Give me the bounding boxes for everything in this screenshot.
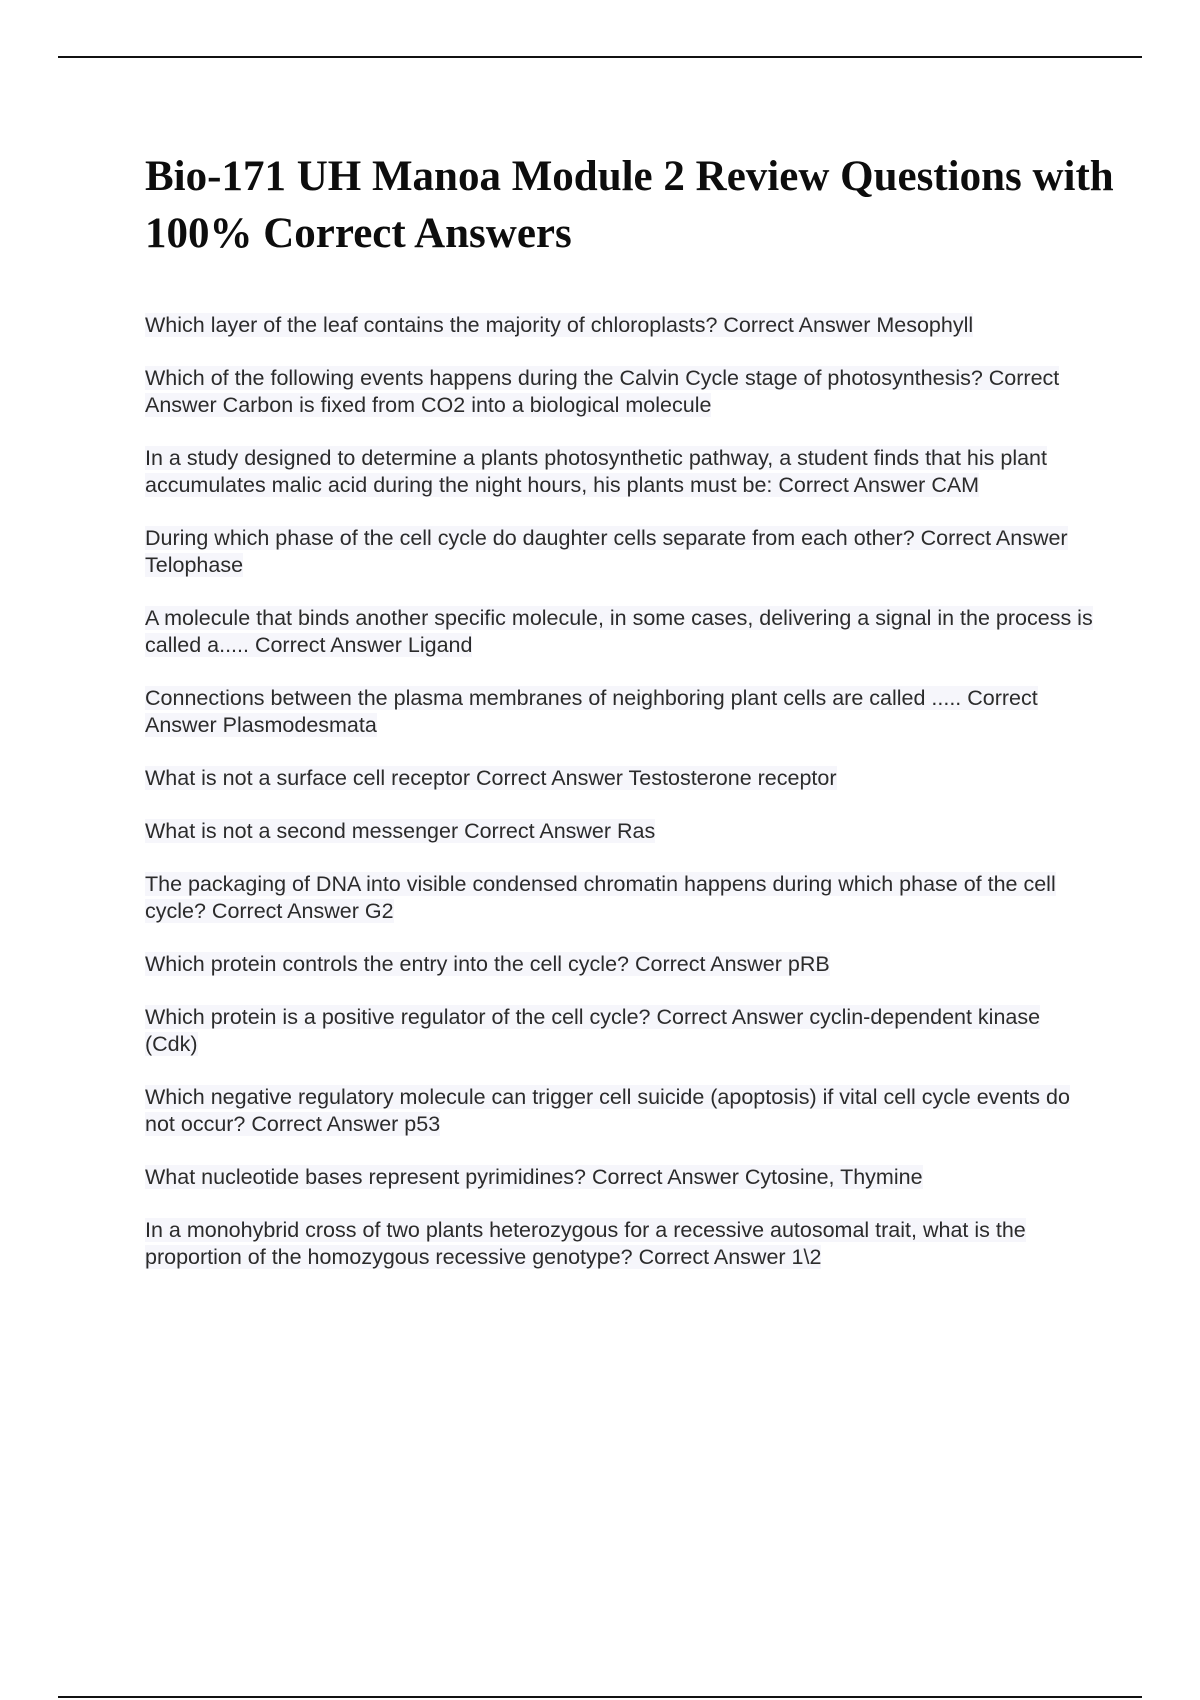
qa-item-4 [145,525,1095,579]
qa-item-6 [145,685,1095,739]
qa-text: Which of the following events happens during the Calvin Cycle stage of photosynthesis? Correct Answer Carbon is fixed from CO2 into a biological molecule [145,366,1060,417]
qa-text: In a study designed to determine a plants photosynthetic pathway, a student finds that his plant accumulates malic acid during the night hours, his plants must be: Correct Answer CAM [145,446,1047,497]
qa-text: During which phase of the cell cycle do daughter cells separate from each other? Correct Answer Telophase [145,526,1068,577]
qa-item-13 [145,1164,1095,1191]
qa-text: Which layer of the leaf contains the majority of chloroplasts? Correct Answer Mesophyll [145,313,974,337]
qa-text: Which negative regulatory molecule can trigger cell suicide (apoptosis) if vital cell cycle events do not occur? Correct Answer p53 [145,1085,1070,1136]
qa-text: What is not a surface cell receptor Correct Answer Testosterone receptor [145,766,837,790]
qa-item-9 [145,871,1095,925]
qa-item-5 [145,605,1095,659]
qa-item-1 [145,312,1095,339]
bottom-rule [58,1696,1142,1698]
qa-text: The packaging of DNA into visible condensed chromatin happens during which phase of the cell cycle? Correct Answer G2 [145,872,1056,923]
qa-item-7 [145,765,1095,792]
qa-text: Which protein is a positive regulator of the cell cycle? Correct Answer cyclin-dependent kinase (Cdk) [145,1005,1041,1056]
qa-item-8 [145,818,1095,845]
qa-item-2 [145,365,1095,419]
qa-item-3 [145,445,1095,499]
qa-item-12 [145,1084,1095,1138]
qa-item-10 [145,951,1095,978]
qa-text: In a monohybrid cross of two plants heterozygous for a recessive autosomal trait, what is the proportion of the homozygous recessive genotype? Correct Answer 1\2 [145,1218,1026,1269]
qa-text: Which protein controls the entry into the cell cycle? Correct Answer pRB [145,952,830,976]
qa-text: Connections between the plasma membranes of neighboring plant cells are called ..... Correct Answer Plasmodesmata [145,686,1038,737]
qa-text: What is not a second messenger Correct Answer Ras [145,819,656,843]
top-rule [58,56,1142,58]
qa-item-11 [145,1004,1095,1058]
qa-list [145,312,1095,1297]
document-title: Bio-171 UH Manoa Module 2 Review Questions with 100% Correct Answers [145,153,1114,257]
qa-text: What nucleotide bases represent pyrimidines? Correct Answer Cytosine, Thymine [145,1165,923,1189]
qa-text: A molecule that binds another specific molecule, in some cases, delivering a signal in the process is called a..... Correct Answer Ligand [145,606,1093,657]
qa-item-14 [145,1217,1095,1271]
